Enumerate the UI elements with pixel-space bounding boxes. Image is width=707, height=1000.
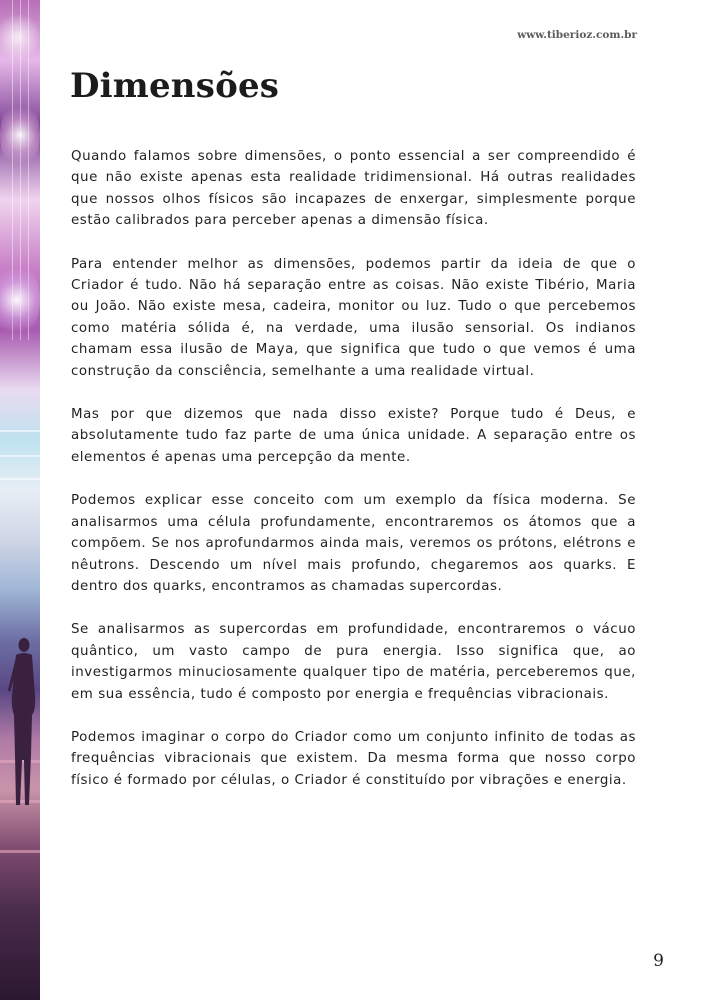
body-text [71,146,636,813]
human-silhouette-icon [2,635,38,810]
page-title: Dimensões [70,66,280,106]
paragraph: Podemos explicar esse conceito com um exemplo da física moderna. Se analisarmos uma célula profundamente, encontraremos os átomos que a compõem. Se nos aprofundarmos ainda mais, veremos os prótons, elétrons e nêutrons. Descendo um nível mais profundo, chegaremos aos quarks. E dentro dos quarks, encontramos as chamadas supercordas. [71,493,636,594]
paragraph: Mas por que dizemos que nada disso existe? Porque tudo é Deus, e absolutamente tudo faz parte de uma única unidade. A separação entre os elementos é apenas uma percepção da mente. [71,407,636,465]
light-glow [0,260,40,340]
floor-line [0,850,40,853]
light-glow [0,100,40,170]
paragraph: Para entender melhor as dimensões, podemos partir da ideia de que o Criador é tudo. Não há separação entre as coisas. Não existe Tibério, Maria ou João. Não existe mesa, cadeira, monitor ou luz. Tudo o que percebemos como matéria sólida é, na verdade, uma ilusão sensorial. Os indianos chamam essa ilusão de Maya, que significa que tudo o que vemos é uma construção da consciência, semelhante a uma realidade virtual. [71,256,636,379]
paragraph: Se analisarmos as supercordas em profundidade, encontraremos o vácuo quântico, um vasto campo de pura energia. Isso significa que, ao investigarmos minuciosamente qualquer tipo de matéria, perceberemos que, em sua essência, tudo é composto por energia e frequências vibracionais. [71,622,636,702]
light-band [0,455,40,457]
page-number: 9 [653,951,664,971]
paragraph: Podemos imaginar o corpo do Criador como um conjunto infinito de todas as frequências vibracionais que existem. Da mesma forma que nosso corpo físico é formado por células, o Criador é constituído por vibrações e energia. [71,729,636,788]
light-band [0,430,40,432]
light-band [0,478,40,480]
paragraph: Quando falamos sobre dimensões, o ponto essencial a ser compreendido é que não existe apenas esta realidade tridimensional. Há outras realidades que nossos olhos físicos são incapazes de enxergar, simplesmente porque estão calibrados para perceber apenas a dimensão física. [71,149,636,229]
decorative-side-image [0,0,40,1000]
light-glow [0,12,40,62]
website-url: www.tiberioz.com.br [517,29,637,41]
